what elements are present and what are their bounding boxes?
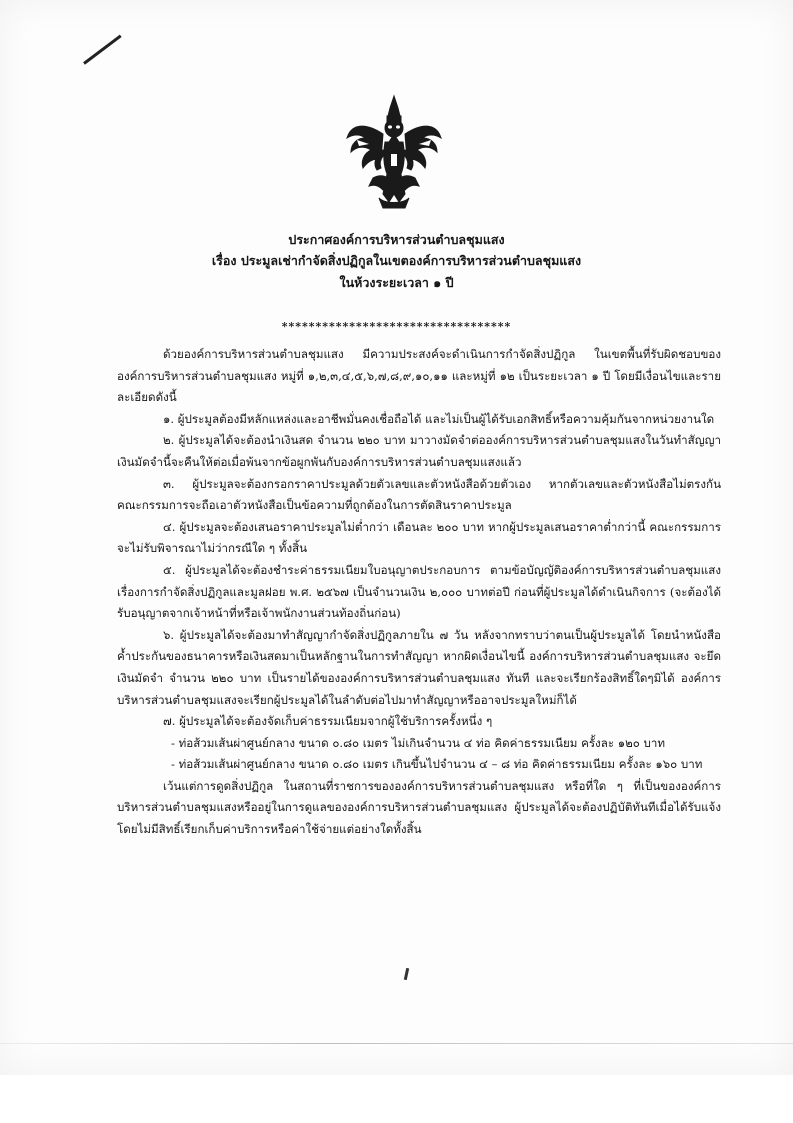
- announcement-subject: เรื่อง ประมูลเช่ากำจัดสิ่งปฏิกูลในเขตองค์การบริหารส่วนตำบลชุมแสง: [211, 253, 582, 268]
- condition-3: ๓. ผู้ประมูลจะต้องกรอกราคาประมูลด้วยตัวเลขและตัวหนังสือด้วยตัวเอง หากตัวเลขและตัวหนังสือไม่ตรงกัน คณะกรรมการจะถือเอาตัวหนังสือเป็นข้อความที่ถูกต้องในการตัดสินราคาประมูล: [117, 476, 721, 513]
- garuda-emblem-icon: [343, 94, 445, 210]
- exception-paragraph: เว้นแต่การดูดสิ่งปฏิกูล ในสถานที่ราชการขององค์การบริหารส่วนตำบลชุมแสง หรือที่ใด ๆ ที่เป็นขององค์การบริหารส่วนตำบลชุมแสงหรืออยู่ในการดูแลขององค์การบริหารส่วนตำบลชุมแสง ผู้ประมูลได้จะต้องปฏิบัติทันทีเมื่อได้รับแจ้ง โดยไม่มีสิทธิ์เรียกเก็บค่าบริการหรือค่าใช้จ่ายแต่อย่างใดทั้งสิ้น: [117, 778, 721, 837]
- condition-4: ๔. ผู้ประมูลจะต้องเสนอราคาประมูลไม่ต่ำกว่า เดือนละ ๒๐๐ บาท หากผู้ประมูลเสนอราคาต่ำกว่านี้ คณะกรรมการจะไม่รับพิจารณาไม่ว่ากรณีใด ๆ ทั้งสิ้น: [117, 519, 721, 556]
- condition-1: ๑. ผู้ประมูลต้องมีหลักแหล่งและอาชีพมั่นคงเชื่อถือได้ และไม่เป็นผู้ได้รับเอกสิทธิ์หรือความคุ้มกันจากหน่วยงานใด: [163, 411, 715, 426]
- announcement-period: ในห้วงระยะเวลา ๑ ปี: [339, 275, 454, 290]
- condition-7: ๗. ผู้ประมูลได้จะต้องจัดเก็บค่าธรรมเนียมจากผู้ใช้บริการครั้งหนึ่ง ๆ: [163, 714, 493, 729]
- fee-item-a: - ท่อส้วมเส้นผ่าศูนย์กลาง ขนาด ๐.๘๐ เมตร ไม่เกินจำนวน ๔ ท่อ คิดค่าธรรมเนียม ครั้งละ ๑๒๐ บาท: [171, 735, 666, 750]
- intro-paragraph: ด้วยองค์การบริหารส่วนตำบลชุมแสง มีความประสงค์จะดำเนินการกำจัดสิ่งปฏิกูล ในเขตพื้นที่รับผิดชอบขององค์การบริหารส่วนตำบลชุมแสง หมู่ที่ ๑,๒,๓,๔,๕,๖,๗,๘,๙,๑๐,๑๑ และหมู่ที่ ๑๒ เป็นระยะเวลา ๑ ปี โดยมีเงื่อนไขและรายละเอียดดังนี้: [117, 347, 721, 405]
- asterisk-divider: **********************************: [281, 320, 512, 333]
- fee-item-b: - ท่อส้วมเส้นผ่าศูนย์กลาง ขนาด ๐.๘๐ เมตร เกินขึ้นไปจำนวน ๔ – ๘ ท่อ คิดค่าธรรมเนียม ครั้งละ ๑๖๐ บาท: [171, 757, 703, 772]
- condition-5: ๕. ผู้ประมูลได้จะต้องชำระค่าธรรมเนียมใบอนุญาตประกอบการ ตามข้อบัญญัติองค์การบริหารส่วนตำบลชุมแสง เรื่องการกำจัดสิ่งปฏิกูลและมูลฝอย พ.ศ. ๒๕๖๗ เป็นจำนวนเงิน ๒,๐๐๐ บาทต่อปี ก่อนที่ผู้ประมูลได้ดำเนินกิจการ (จะต้องได้รับอนุญาตจากเจ้าหน้าที่หรือเจ้าพนักงานส่วนท้องถิ่นก่อน): [117, 562, 721, 621]
- scan-artifact-line: [0, 1043, 793, 1044]
- condition-2: ๒. ผู้ประมูลได้จะต้องนำเงินสด จำนวน ๒๒๐ บาท มาวางมัดจำต่อองค์การบริหารส่วนตำบลชุมแสงในวันทำสัญญา เงินมัดจำนี้จะคืนให้ต่อเมื่อพ้นจากข้อผูกพันกับองค์การบริหารส่วนตำบลชุมแสงแล้ว: [117, 433, 721, 469]
- condition-6: ๖. ผู้ประมูลได้จะต้องมาทำสัญญากำจัดสิ่งปฏิกูลภายใน ๗ วัน หลังจากทราบว่าตนเป็นผู้ประมูลได้ โดยนำหนังสือค้ำประกันของธนาคารหรือเงินสดมาเป็นหลักฐานในการทำสัญญา หากผิดเงื่อนไขนี้ องค์การบริหารส่วนตำบลชุมแสง จะยึดเงินมัดจำ จำนวน ๒๒๐ บาท เป็นรายได้ขององค์การบริหารส่วนตำบลชุมแสง ทันที และจะเรียกร้องสิทธิ์ใดๆมิได้ องค์การบริหารส่วนตำบลชุมแสงจะเรียกผู้ประมูลได้ในลำดับต่อไปมาทำสัญญาหรืออาจประมูลใหม่ก็ได้: [117, 627, 721, 707]
- announcement-body: [117, 344, 721, 841]
- page-margin: [0, 1075, 793, 1123]
- announcement-title: ประกาศองค์การบริหารส่วนตำบลชุมแสง: [288, 232, 505, 247]
